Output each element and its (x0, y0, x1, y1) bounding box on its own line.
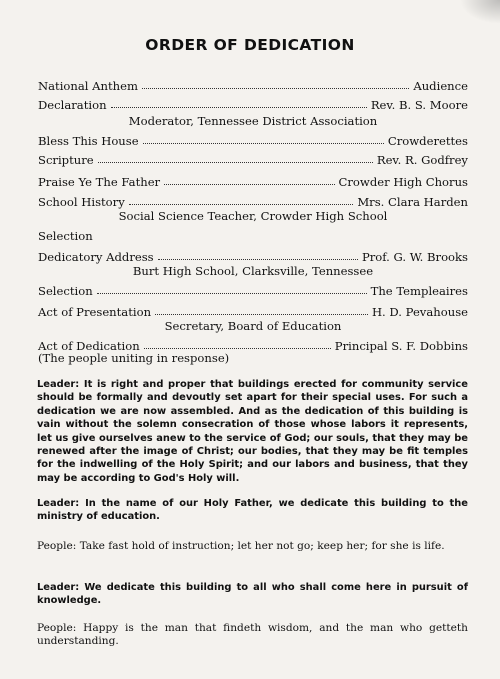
program-item: Selection (38, 229, 93, 243)
program-item: Scripture (38, 153, 94, 167)
program-item: Praise Ye The Father (38, 175, 161, 189)
program-row-national-anthem (38, 79, 468, 93)
response-speaker: Leader: (37, 582, 80, 593)
response-paragraph (37, 540, 468, 553)
program-item: Bless This House (38, 134, 139, 148)
program-item: Selection (38, 284, 93, 298)
program-performer: Prof. G. W. Brooks (361, 250, 468, 264)
response-paragraph (37, 378, 468, 485)
response-text: We dedicate this building to all who shall come here in pursuit of knowledge. (37, 582, 468, 607)
program-performer: Audience (413, 79, 468, 93)
program-row-school-history (38, 195, 468, 209)
response-speaker: People: (37, 622, 77, 634)
response-paragraph (37, 581, 468, 608)
act-note: (The people uniting in response) (38, 351, 230, 365)
program-performer: Mrs. Clara Harden (357, 195, 468, 209)
program-performer: H. D. Pevahouse (371, 305, 468, 319)
program-row-dedicatory-address (38, 250, 468, 264)
program-performer: Rev. R. Godfrey (376, 153, 468, 167)
program-row-act-of-presentation (38, 305, 468, 319)
program-performer: Crowderettes (387, 134, 468, 148)
program-item: National Anthem (38, 79, 138, 93)
response-speaker: People: (37, 540, 77, 552)
dot-leader (158, 258, 358, 260)
program-row-bless-this-house (38, 134, 468, 148)
program-row-selection-templeaires (38, 284, 468, 298)
response-text: In the name of our Holy Father, we dedicate this building to the ministry of education. (37, 498, 468, 523)
response-text: Happy is the man that findeth wisdom, and the man who getteth understanding. (37, 622, 468, 648)
program-subtitle: Secretary, Board of Education (164, 319, 342, 333)
program-performer: The Templeaires (370, 284, 468, 298)
page-title: ORDER OF DEDICATION (145, 36, 355, 54)
dot-leader (144, 347, 331, 349)
program-performer: Rev. B. S. Moore (370, 98, 468, 112)
corner-smudge (460, 0, 500, 24)
program-row-scripture (38, 153, 468, 167)
program-row-selection (38, 229, 468, 243)
dot-leader (111, 106, 367, 108)
program-performer: Crowder High Chorus (338, 175, 468, 189)
program-subtitle: Burt High School, Clarksville, Tennessee (132, 264, 374, 278)
response-paragraph (37, 622, 468, 649)
dot-leader (142, 87, 409, 89)
response-paragraph (37, 497, 468, 524)
dot-leader (97, 292, 367, 294)
dot-leader (129, 203, 354, 205)
program-item: School History (38, 195, 125, 209)
dot-leader (143, 142, 384, 144)
program-item: Dedicatory Address (38, 250, 154, 264)
response-speaker: Leader: (37, 498, 80, 509)
program-item: Act of Dedication (38, 339, 140, 353)
dot-leader (164, 183, 334, 185)
response-text: Take fast hold of instruction; let her not go; keep her; for she is life. (79, 540, 445, 552)
dot-leader (155, 313, 368, 315)
program-subtitle: Moderator, Tennessee District Association (128, 114, 378, 128)
program-performer: Principal S. F. Dobbins (334, 339, 468, 353)
program-row-praise (38, 175, 468, 189)
response-text: It is right and proper that buildings erected for community service should be formally and devoutly set apart for their special uses. For such a dedication we are now assembled. And as the dedication of this building is vain without the solemn consecration of those whose labors it represents, let us give ourselves anew to the service of God; our souls, that they may be renewed after the image of Christ; our bodies, that they may be fit temples for the indwelling of the Holy Spirit; and our labors and business, that they may be according to God's Holy will. (37, 379, 468, 484)
response-speaker: Leader: (37, 379, 80, 390)
program-item: Act of Presentation (38, 305, 152, 319)
program-row-declaration (38, 98, 468, 112)
program-item: Declaration (38, 98, 107, 112)
program-subtitle: Social Science Teacher, Crowder High School (118, 209, 388, 223)
dot-leader (98, 161, 373, 163)
